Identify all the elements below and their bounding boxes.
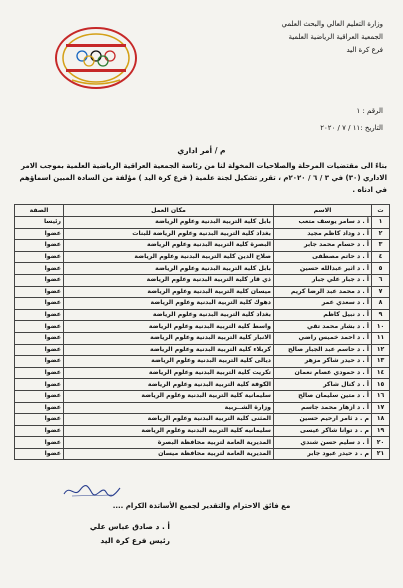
cell-role: عضوا [15,251,64,263]
table-row [15,286,390,298]
signer-title: رئيس فرع كرة اليد [100,536,170,545]
cell-role: عضوا [15,332,64,344]
cell-name: أ . د متين سليمان صالح [274,390,372,402]
cell-role: عضوا [15,228,64,240]
cell-role: عضوا [15,321,64,333]
association-logo-icon [52,22,140,92]
cell-work: وزارة الشــربية [64,402,274,414]
cell-num: ١٦ [372,390,390,402]
table-row [15,263,390,275]
table-row [15,356,390,368]
cell-num: ٧ [372,286,390,298]
cell-work: بابل كلية التربية البدنية وعلوم الرياضة [64,263,274,275]
cell-work: ميسان كلية التربية البدنية وعلوم الرياضة [64,286,274,298]
cell-name: أ . د كنال شاكر [274,379,372,391]
cell-work: سليمانية كلية التربية البدنية وعلوم الرياضة [64,390,274,402]
signer-block [30,520,170,548]
cell-work: البصرة كلية التربية البدنية وعلوم الرياضة [64,240,274,252]
cell-name: أ . د حاسم عبد الجبار صالح [274,344,372,356]
cell-role: عضوا [15,286,64,298]
committee-table [14,204,390,460]
cell-num: ٥ [372,263,390,275]
cell-name: أ . د حمودي عصام نعمان [274,367,372,379]
cell-num: ٤ [372,251,390,263]
cell-num: ١٣ [372,356,390,368]
cell-work: ديالى كلية التربية البدنية وعلوم الرياضة [64,356,274,368]
cell-num: ٣ [372,240,390,252]
cell-num: ١٩ [372,425,390,437]
cell-work: دهوك كلية التربية البدنية وعلوم الرياضة [64,298,274,310]
cell-role: عضوا [15,402,64,414]
cell-work: بغداد كلية التربية البدنية وعلوم الرياضة [64,309,274,321]
table-header-row [15,205,390,217]
cell-role: رئيسا [15,217,64,229]
document-subject: م / أمر اداري [177,146,226,155]
table-row [15,321,390,333]
cell-name: أ . د حيدر شاكر مزهر [274,356,372,368]
ministry-name: وزارة التعليم العالي والبحث العلمي [281,20,383,28]
cell-work: الكوفة كلية التربية البدنية وعلوم الرياضة [64,379,274,391]
table-row [15,309,390,321]
cell-num: ١٨ [372,414,390,426]
header-name: الاسم [274,205,372,217]
cell-num: ٢١ [372,448,390,460]
cell-name: أ . د ازهار محمد جاسم [274,402,372,414]
cell-num: ١٧ [372,402,390,414]
cell-role: عضوا [15,309,64,321]
closing-line: مع فائق الاحترام والتقدير لجميع الأساتذة الكرام .... [112,502,291,510]
cell-work: الانبار كلية التربية البدنية وعلوم الرياضة [64,332,274,344]
cell-name: أ . د بشار محمد تقي [274,321,372,333]
table-row [15,240,390,252]
signature-icon [62,482,122,500]
cell-name: أ . د نبيل كاظم [274,309,372,321]
cell-num: ١ [372,217,390,229]
header-work: مكان العمل [64,205,274,217]
cell-name: أ . د جبار علي جبار [274,274,372,286]
cell-work: صلاح الدين كلية التربية البدنية وعلوم الرياضة [64,251,274,263]
table-row [15,448,390,460]
cell-work: ذي قار كلية التربية البدنية وعلوم الرياضة [64,274,274,286]
cell-num: ١٤ [372,367,390,379]
cell-role: عضوا [15,390,64,402]
table-row [15,390,390,402]
cell-num: ١١ [372,332,390,344]
cell-name: م . د توانا شاكر عيسى [274,425,372,437]
cell-role: عضوا [15,263,64,275]
cell-role: عضوا [15,356,64,368]
cell-role: عضوا [15,274,64,286]
association-name: الجمعية العراقية الرياضية العلمية [288,33,383,41]
cell-name: أ . د وداد كاظم مجيد [274,228,372,240]
cell-role: عضوا [15,437,64,449]
table-row [15,414,390,426]
cell-name: أ . د سليم حسن شندي [274,437,372,449]
cell-role: عضوا [15,448,64,460]
cell-work: المثنى كلية التربية البدنية وعلوم الرياضة [64,414,274,426]
cell-role: عضوا [15,425,64,437]
cell-work: واسط كلية التربية البدنية وعلوم الرياضة [64,321,274,333]
cell-name: م . د ثامر ارحيم حسين [274,414,372,426]
cell-name: أ . د سامر يوسف متعب [274,217,372,229]
cell-work: تكريت كلية التربية البدنية وعلوم الرياضة [64,367,274,379]
table-row [15,332,390,344]
header-num: ت [372,205,390,217]
table-row [15,217,390,229]
cell-work: كربلاء كلية التربية البدنية وعلوم الرياضة [64,344,274,356]
cell-work: المديرية العامة لتربية محافظة ميسان [64,448,274,460]
cell-name: أ . د احمد خميس راضي [274,332,372,344]
table-row [15,251,390,263]
cell-num: ٨ [372,298,390,310]
signer-name: أ . د صادق عباس علي [89,522,170,531]
cell-role: عضوا [15,344,64,356]
cell-role: عضوا [15,367,64,379]
cell-num: ٩ [372,309,390,321]
cell-name: أ . د حاتم مصطفى [274,251,372,263]
header-role: الصفة [15,205,64,217]
letterhead [233,18,383,57]
cell-num: ١٥ [372,379,390,391]
cell-role: عضوا [15,379,64,391]
document-date: التاريخ :١١ / ٧ / ٢٠٢٠ [320,124,383,132]
cell-role: عضوا [15,414,64,426]
branch-name: فرع كرة اليد [346,46,383,54]
table-row [15,402,390,414]
table-row [15,437,390,449]
table-row [15,379,390,391]
cell-name: أ . د اثير عبدالله حسين [274,263,372,275]
cell-num: ١٢ [372,344,390,356]
cell-name: م . د حيدر عبود جابر [274,448,372,460]
table-row [15,344,390,356]
table-row [15,298,390,310]
table-row [15,425,390,437]
cell-num: ٢٠ [372,437,390,449]
cell-role: عضوا [15,298,64,310]
table-row [15,274,390,286]
intro-paragraph: بناءً الى مقتضيات المرحلة والصلاحيات المخولة لنا من رئاسة الجمعية العراقية الرياضية العلمية بموجب الامر الاداري (٣٠) في ٣ / ٦ / ٢٠٢٠م ، تقرر تشكيل لجنة علمية ( فرع كرة اليد ) مؤلفة من السادة المبين اسماؤهم في ادناه . [19,162,387,194]
cell-work: سليمانيه كلية التربية البدنية وعلوم الرياضة [64,425,274,437]
cell-num: ٢ [372,228,390,240]
document-number: الرقم : ١ [356,107,383,115]
cell-name: أ . د سعدي عمر [274,298,372,310]
cell-num: ١٠ [372,321,390,333]
cell-num: ٦ [372,274,390,286]
cell-name: أ . د محمد عبد الرضا كريم [274,286,372,298]
cell-work: بابل كلية التربية البدنية وعلوم الرياضة [64,217,274,229]
cell-name: أ . د حسام محمد جابر [274,240,372,252]
table-row [15,228,390,240]
table-row [15,367,390,379]
cell-work: المديرية العامة لتربية محافظة البصرة [64,437,274,449]
cell-work: بغداد كلية التربية البدنية وعلوم الرياضة للبنات [64,228,274,240]
cell-role: عضوا [15,240,64,252]
